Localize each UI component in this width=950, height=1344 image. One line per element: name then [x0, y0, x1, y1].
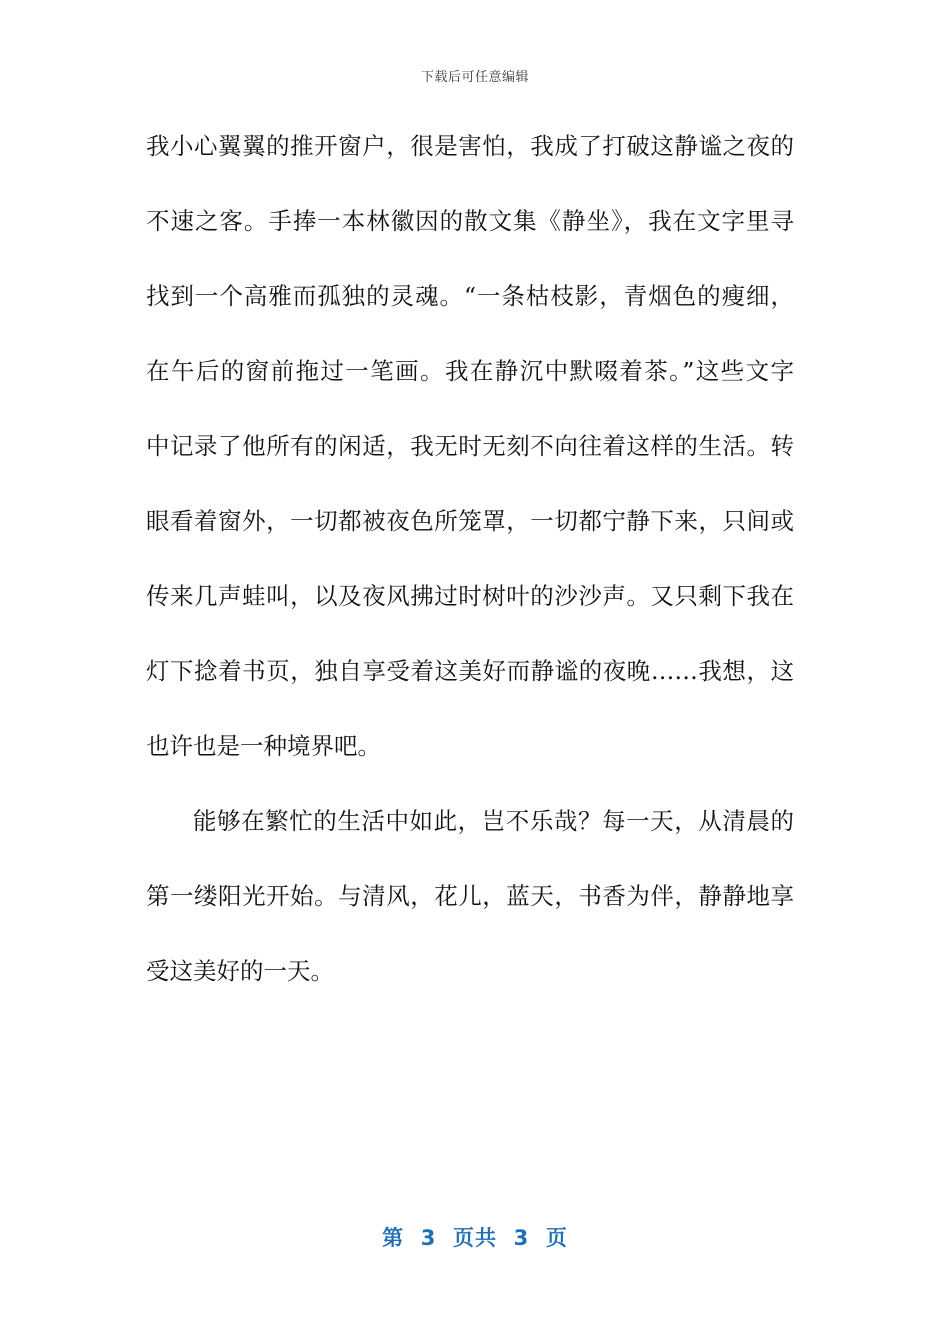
text-line: 灯下捻着书页，独自享受着这美好而静谧的夜晚……我想，这 — [146, 657, 794, 685]
paragraph-1 — [146, 121, 794, 796]
text-line: 眼看着窗外，一切都被夜色所笼罩，一切都宁静下来，只间或 — [146, 507, 794, 535]
text-line: 我小心翼翼的推开窗户，很是害怕，我成了打破这静谧之夜的 — [146, 132, 794, 160]
text-line: 受这美好的一天。 — [146, 957, 334, 985]
page-header-note: 下载后可任意编辑 — [420, 70, 529, 85]
text-line: 不速之客。手捧一本林徽因的散文集《静坐》，我在文字里寻 — [146, 207, 794, 235]
text-line: 中记录了他所有的闲适，我无时无刻不向往着这样的生活。转 — [146, 432, 794, 460]
text-line: 传来几声蛙叫，以及夜风拂过时树叶的沙沙声。又只剩下我在 — [146, 582, 794, 610]
text-line: 找到一个高雅而孤独的灵魂。“一条枯枝影，青烟色的瘦细， — [146, 282, 794, 310]
text-line: 也许也是一种境界吧。 — [146, 732, 381, 760]
page-number-footer: 第 3 页共 3 页 — [382, 1226, 568, 1250]
text-line: 第一缕阳光开始。与清风，花儿，蓝天，书香为伴，静静地享 — [146, 882, 794, 910]
text-line: 能够在繁忙的生活中如此，岂不乐哉？每一天，从清晨的 — [193, 807, 794, 835]
document-body — [146, 121, 794, 1021]
text-line: 在午后的窗前拖过一笔画。我在静沉中默啜着茶。”这些文字 — [146, 357, 794, 385]
paragraph-2 — [146, 796, 794, 1021]
